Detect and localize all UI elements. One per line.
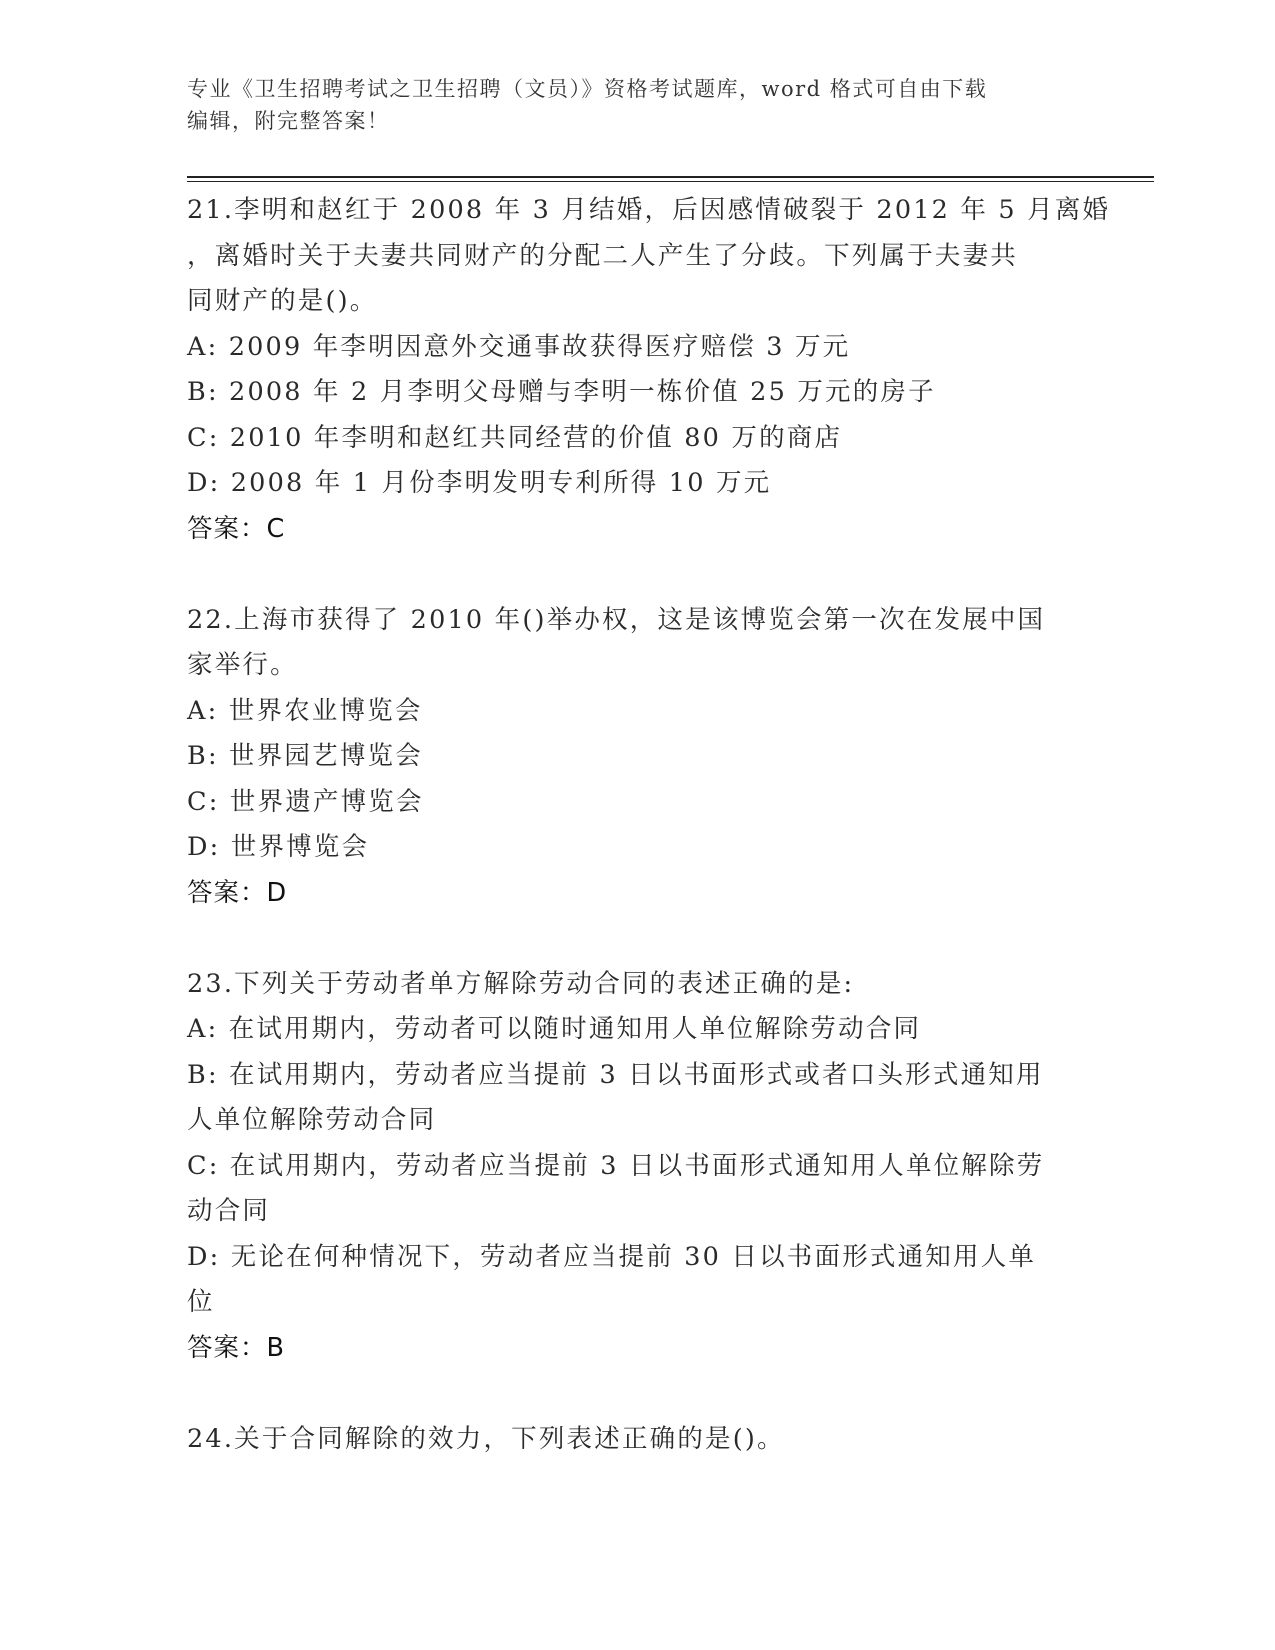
document-header [187, 73, 1087, 137]
spacer [187, 1371, 1087, 1417]
question-23-answer: 答案：B [187, 1332, 285, 1363]
question-21-answer: 答案：C [187, 513, 286, 544]
spacer [187, 916, 1087, 962]
question-21-stem-line-1: 21.李明和赵红于 2008 年 3 月结婚，后因感情破裂于 2012 年 5 月离婚 [187, 195, 1111, 225]
question-21 [187, 188, 1111, 552]
question-23-option-d-line-1: D: 无论在何种情况下，劳动者应当提前 30 日以书面形式通知用人单 [187, 1241, 1037, 1272]
question-23-option-b-line-2: 人单位解除劳动合同 [187, 1105, 437, 1135]
question-21-stem-line-3: 同财产的是()。 [187, 286, 378, 316]
question-22-option-a: A: 世界农业博览会 [187, 695, 423, 726]
header-rule-thin [187, 181, 1154, 182]
question-23-stem-line-1: 23.下列关于劳动者单方解除劳动合同的表述正确的是: [187, 968, 855, 999]
question-23-option-a: A: 在试用期内，劳动者可以随时通知用人单位解除劳动合同 [187, 1014, 922, 1044]
question-23 [187, 962, 1087, 1372]
question-22-option-d: D: 世界博览会 [187, 832, 370, 862]
question-list [187, 188, 1111, 1462]
question-22-option-b: B: 世界园艺博览会 [187, 741, 423, 771]
question-22-option-c: C: 世界遗产博览会 [187, 786, 424, 817]
question-21-option-a: A: 2009 年李明因意外交通事故获得医疗赔偿 3 万元 [187, 331, 851, 362]
question-22-stem-line-2: 家举行。 [187, 650, 298, 680]
question-21-option-d: D: 2008 年 1 月份李明发明专利所得 10 万元 [187, 468, 772, 498]
spacer [187, 552, 1087, 598]
question-22-stem-line-1: 22.上海市获得了 2010 年()举办权，这是该博览会第一次在发展中国 [187, 604, 1046, 635]
header-line-1: 专业《卫生招聘考试之卫生招聘（文员）》资格考试题库，word 格式可自由下载 [187, 77, 988, 101]
question-23-option-c-line-1: C: 在试用期内，劳动者应当提前 3 日以书面形式通知用人单位解除劳 [187, 1150, 1045, 1181]
question-21-stem-line-2: ，离婚时关于夫妻共同财产的分配二人产生了分歧。下列属于夫妻共 [187, 240, 1019, 271]
header-line-2: 编辑，附完整答案！ [187, 109, 390, 133]
question-24 [187, 1417, 1087, 1463]
header-rule-thick [187, 176, 1154, 178]
question-21-option-b: B: 2008 年 2 月李明父母赠与李明一栋价值 25 万元的房子 [187, 377, 936, 407]
question-22-answer: 答案：D [187, 877, 288, 908]
question-22 [187, 598, 1087, 917]
question-23-option-c-line-2: 动合同 [187, 1196, 271, 1226]
question-23-option-b-line-1: B: 在试用期内，劳动者应当提前 3 日以书面形式或者口头形式通知用 [187, 1059, 1044, 1090]
question-24-stem-line-1: 24.关于合同解除的效力，下列表述正确的是()。 [187, 1423, 785, 1454]
question-23-option-d-line-2: 位 [187, 1287, 215, 1317]
question-21-option-c: C: 2010 年李明和赵红共同经营的价值 80 万的商店 [187, 422, 843, 453]
